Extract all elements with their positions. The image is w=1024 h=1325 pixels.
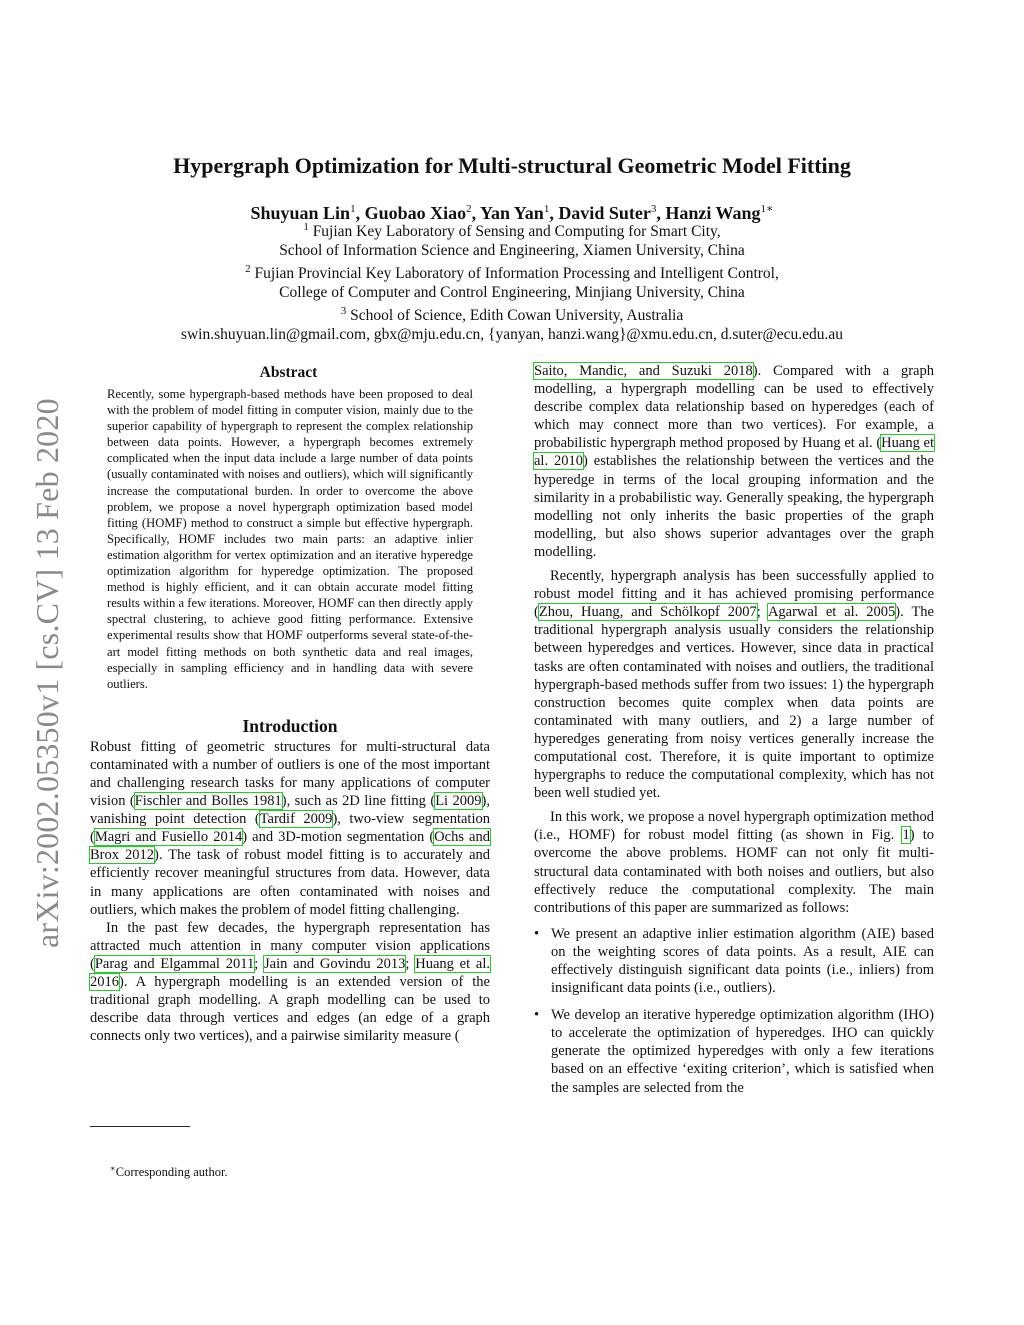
author-emails: swin.shuyuan.lin@gmail.com, gbx@mju.edu.cn, {yanyan, hanzi.wang}@xmu.edu.cn, d.suter@ecu.edu.au [180, 326, 844, 344]
intro-paragraph-3 [534, 567, 934, 802]
text-run: ) to overcome the above problems. HOMF can not only fit multi-structural data contaminated with both noises and outliers, but also effectively reduce the computational complexity. The main contributions of this paper are summarized as follows: [534, 827, 934, 916]
citation-link[interactable]: Tardif 2009 [259, 811, 333, 828]
text-run: ; [405, 955, 416, 972]
introduction-heading: Introduction [242, 715, 338, 736]
intro-paragraph-2-continued [534, 362, 934, 561]
author-name: Yan Yan [479, 203, 544, 223]
text-run: Robust fitting of geometric structures for multi-structural data contaminated with a number of outliers is one of the most important and challenging research tasks for many applications of computer vision ( [90, 738, 490, 810]
paper-title: Hypergraph Optimization for Multi-structural Geometric Model Fitting [173, 153, 851, 178]
text-run: In this work, we propose a novel hypergraph optimization method (i.e., HOMF) for robust model fitting (as shown in Fig. [534, 809, 934, 844]
text-run: ). Compared with a graph modelling, a hypergraph modelling can be used to effectively describe complex data relationship based on hyperedges (each of which may connect more than two vertices). For example, a probabilistic hypergraph method proposed by Huang et al. ( [534, 363, 934, 452]
affiliation-line: Fujian Provincial Key Laboratory of Information Processing and Intelligent Control, [250, 265, 779, 283]
author-affiliation-mark: 3 [650, 203, 657, 215]
affiliation-2-line-2: College of Computer and Control Engineering, Minjiang University, China [279, 284, 745, 302]
text-run: ), vanishing point detection ( [90, 793, 490, 828]
text-run: ). The traditional hypergraph analysis usually considers the relationship between hyperedges and vertices. However, since data in practical tasks are often contaminated with noises and outliers, the traditional hypergraph-based methods suffer from two issues: 1) the hypergraph construction becomes quite complex when data points are contaminated with many outliers, and 2) a large number of hyperedges generating from noisy vertices generally increase the computational cost. Therefore, it is quite important to optimize hypergraphs to reduce the computational complexity, which has not been well studied yet. [534, 604, 934, 802]
author-affiliation-mark: 2 [466, 203, 472, 215]
footnote [110, 1160, 228, 1180]
author-name: David Suter [558, 203, 651, 223]
author-separator: , [656, 203, 666, 223]
list-item [534, 925, 934, 997]
affiliation-mark: 2 [245, 263, 251, 276]
contributions-list [534, 925, 934, 1097]
bullet-icon: • [534, 1007, 540, 1024]
affiliation-1-line-2: School of Information Science and Engineering, Xiamen University, China [279, 242, 745, 260]
citation-link[interactable]: Agarwal et al. 2005 [767, 604, 896, 621]
author-name: Shuyuan Lin [250, 203, 351, 223]
text-run: ) and 3D-motion segmentation ( [242, 829, 435, 846]
author-name: Hanzi Wang [665, 203, 761, 223]
intro-paragraph-1 [90, 738, 490, 919]
author-affiliation-mark: 1 [543, 203, 550, 215]
arxiv-stamp: arXiv:2002.05350v1 [cs.CV] 13 Feb 2020 [29, 398, 65, 948]
intro-paragraph-4 [534, 808, 934, 917]
text-run: ) establishes the relationship between the vertices and the hyperedge in terms of the local grouping information and the similarity in a probabilistic way. Generally speaking, the hypergraph modelling not only inherits the basic properties of the graph modelling, but also shows superior advantages over the graph modelling. [534, 453, 934, 560]
citation-link[interactable]: Zhou, Huang, and Schölkopf 2007 [538, 604, 757, 621]
text-run: ), two-view segmentation ( [90, 811, 490, 846]
affiliation-1 [0, 218, 1024, 241]
affiliation-line: Fujian Key Laboratory of Sensing and Computing for Smart City, [308, 223, 721, 241]
citation-link[interactable]: Saito, Mandic, and Suzuki 2018 [534, 363, 753, 379]
author-affiliation-mark: 1∗ [760, 203, 774, 215]
citation-link[interactable]: Parag and Elgammal 2011 [94, 955, 255, 972]
affiliation-3 [0, 302, 1024, 325]
list-item [534, 1006, 934, 1096]
citation-link[interactable]: Fischler and Bolles 1981 [134, 793, 282, 810]
abstract-heading: Abstract [259, 364, 318, 381]
citation-link[interactable]: Huang et al. 2016 [90, 955, 490, 990]
citation-link[interactable]: Jain and Govindu 2013 [264, 955, 406, 972]
text-run: Recently, hypergraph analysis has been successfully applied to robust model fitting and it has achieved promising performance ( [534, 568, 934, 621]
citation-link[interactable]: Li 2009 [435, 793, 482, 810]
text-run: ). The task of robust model fitting is to accurately and efficiently recover meaningful structures from data. However, data in many applications are often contaminated with noises and outliers, which makes the problem of model fitting challenging. [90, 847, 491, 918]
text-run: ; [756, 604, 768, 621]
affiliation-2 [0, 260, 1024, 283]
figure-reference-link[interactable]: 1 [902, 827, 910, 844]
citation-link[interactable]: Magri and Fusiello 2014 [94, 829, 243, 846]
footnote-text: Corresponding author. [115, 1165, 228, 1180]
citation-link[interactable]: Huang et al. 2010 [534, 435, 934, 470]
text-run: ), such as 2D line fitting ( [281, 793, 436, 810]
author-separator: , [355, 203, 365, 223]
citation-link[interactable]: Ochs and Brox 2012 [90, 829, 490, 864]
affiliations [0, 218, 1024, 344]
intro-paragraph-2 [90, 919, 490, 1046]
author-separator: , [549, 203, 559, 223]
footnote-mark: ∗ [110, 1163, 116, 1173]
author-name: Guobao Xiao [364, 203, 467, 223]
affiliation-line: School of Science, Edith Cowan University, Australia [346, 307, 684, 325]
list-item-text: We present an adaptive inlier estimation algorithm (AIE) based on the weighting scores of data points. As a result, AIE can effectively distinguish significant data points (i.e., inliers) from insignificant data points (i.e., outliers). [551, 925, 934, 997]
right-column [534, 362, 934, 1106]
text-run: In the past few decades, the hypergraph representation has attracted much attention in many computer vision applications ( [90, 919, 490, 972]
affiliation-mark: 3 [340, 305, 347, 318]
affiliation-mark: 1 [303, 221, 309, 233]
abstract-text: Recently, some hypergraph-based methods have been proposed to deal with the problem of model fitting in computer vision, mainly due to the superior capability of hypergraph to represent the complex relationship between data points. However, a hypergraph becomes extremely complicated when the input data include a large number of data points (usually contaminated with noises and outliers), which will significantly increase the computational burden. In order to overcome the above problem, we propose a novel hypergraph optimization based model fitting (HOMF) method to construct a simple but effective hypergraph. Specifically, HOMF includes two main parts: an adaptive inlier estimation algorithm for vertex optimization and an iterative hyperedge optimization algorithm for hyperedge optimization. The proposed method is highly efficient, and it can obtain accurate model fitting results within a few iterations. Moreover, HOMF can then directly apply spectral clustering, to achieve good fitting performance. Extensive experimental results show that HOMF outperforms several state-of-the-art model fitting methods on both synthetic data and real images, especially in sampling efficiency and in handling data with severe outliers. [107, 387, 473, 691]
left-column [90, 362, 490, 1045]
footnote-rule [90, 1126, 190, 1127]
author-affiliation-mark: 1 [350, 203, 356, 215]
text-run: ; [254, 955, 265, 972]
author-separator: , [471, 203, 480, 223]
text-run: ). A hypergraph modelling is an extended version of the traditional graph modelling. A graph modelling can be used to describe data through vertices and edges (an edge of a graph connects only two vertices), and a pairwise similarity measure ( [90, 974, 490, 1045]
bullet-icon: • [534, 925, 540, 942]
list-item-text: We develop an iterative hyperedge optimization algorithm (IHO) to accelerate the optimization of hyperedges. IHO can quickly generate the optimized hyperedges with only a few iterations based on an effective ‘exiting criterion’, which is satisfied when the samples are selected from the [551, 1007, 934, 1096]
